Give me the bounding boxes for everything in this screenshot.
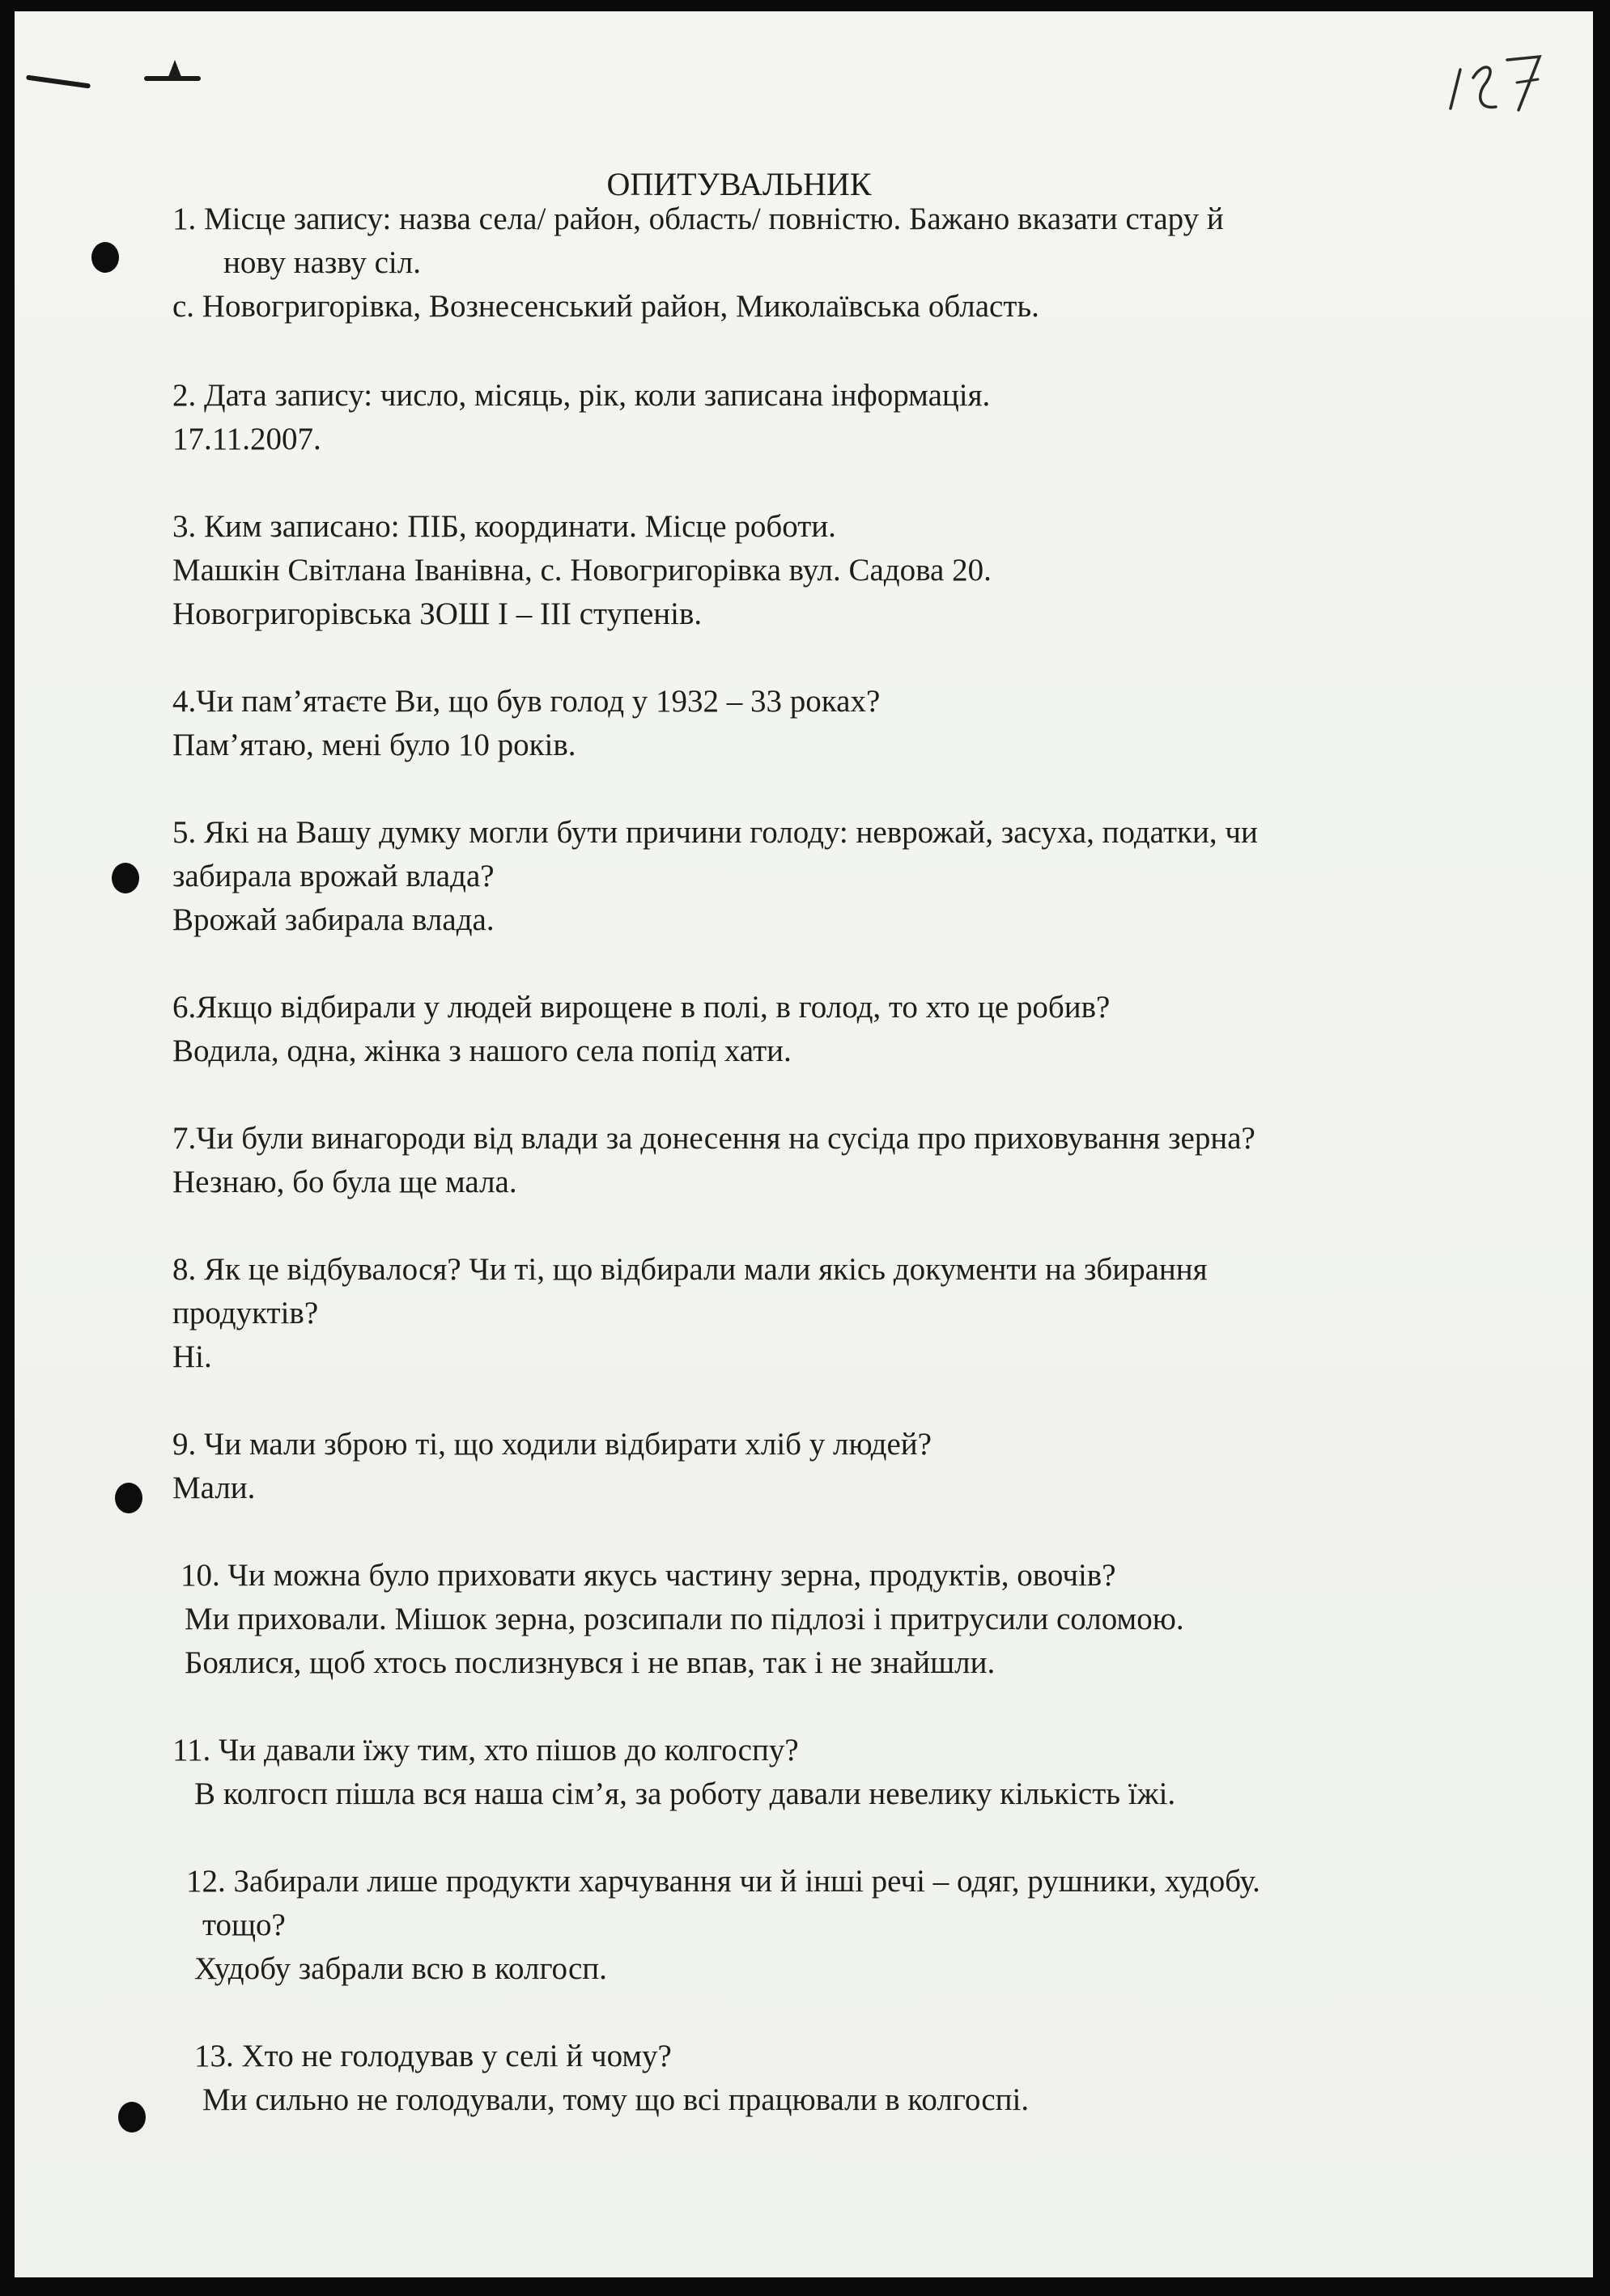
a3-line-2: Новогригорівська ЗОШ І – ІІІ ступенів. xyxy=(172,596,703,631)
a6-line: Водила, одна, жінка з нашого села попід хати. xyxy=(172,1033,792,1068)
q6-line: 6.Якщо відбирали у людей вирощене в полі, в голод, то хто це робив? xyxy=(172,990,1111,1025)
q8-line-2: продуктів? xyxy=(172,1296,319,1330)
q12-line-2: тощо? xyxy=(202,1908,286,1942)
a9-line: Мали. xyxy=(172,1471,256,1505)
document-title: ОПИТУВАЛЬНИК xyxy=(606,166,872,202)
a2-line: 17.11.2007. xyxy=(172,422,321,456)
q10-line: 10. Чи можна було приховати якусь частину зерна, продуктів, овочів? xyxy=(181,1558,1116,1593)
staple-mark-icon xyxy=(167,60,183,81)
handwritten-page-number xyxy=(1439,32,1569,129)
q3-line: 3. Ким записано: ПІБ, координати. Місце роботи. xyxy=(172,509,836,544)
a1-line: с. Новогригорівка, Вознесенський район, Миколаївська область. xyxy=(172,289,1039,324)
q8-line-1: 8. Як це відбувалося? Чи ті, що відбирали мали якісь документи на збирання xyxy=(172,1252,1208,1287)
q5-line-1: 5. Які на Вашу думку могли бути причини голоду: неврожай, засуха, податки, чи xyxy=(172,815,1258,850)
q5-line-2: забирала врожай влада? xyxy=(172,859,495,893)
punch-hole-2 xyxy=(112,863,139,893)
punch-hole-4 xyxy=(118,2102,146,2133)
a4-line: Пам’ятаю, мені було 10 років. xyxy=(172,728,576,762)
a7-line: Незнаю, бо була ще мала. xyxy=(172,1165,517,1199)
document-page xyxy=(15,11,1593,2277)
q9-line: 9. Чи мали зброю ті, що ходили відбирати хліб у людей? xyxy=(172,1427,932,1462)
a5-line: Врожай забирала влада. xyxy=(172,902,495,937)
q2-line: 2. Дата запису: число, місяць, рік, коли записана інформація. xyxy=(172,378,991,413)
a8-line: Ні. xyxy=(172,1339,212,1374)
q4-line: 4.Чи пам’ятаєте Ви, що був голод у 1932 – 33 роках? xyxy=(172,684,881,719)
a13-line: Ми сильно не голодували, тому що всі працювали в колгоспі. xyxy=(202,2082,1030,2117)
punch-hole-1 xyxy=(91,242,119,273)
a10-line-2: Боялися, щоб хтось послизнувся і не впав, так і не знайшли. xyxy=(185,1645,996,1680)
scratch-mark-left xyxy=(26,74,91,88)
q1-line-2: нову назву сіл. xyxy=(223,245,421,280)
q7-line: 7.Чи були винагороди від влади за донесення на сусіда про приховування зерна? xyxy=(172,1121,1255,1156)
q13-line: 13. Хто не голодував у селі й чому? xyxy=(194,2039,672,2073)
punch-hole-3 xyxy=(115,1483,142,1513)
a12-line: Худобу забрали всю в колгосп. xyxy=(194,1951,607,1986)
q11-line: 11. Чи давали їжу тим, хто пішов до колгоспу? xyxy=(172,1733,799,1768)
a3-line-1: Машкін Світлана Іванівна, с. Новогригорівка вул. Садова 20. xyxy=(172,553,992,588)
q12-line-1: 12. Забирали лише продукти харчування чи й інші речі – одяг, рушники, худобу. xyxy=(186,1864,1260,1899)
q1-line-1: 1. Місце запису: назва села/ район, область/ повністю. Бажано вказати стару й xyxy=(172,202,1224,236)
a11-line: В колгосп пішла вся наша сім’я, за роботу давали невелику кількість їжі. xyxy=(194,1776,1176,1811)
a10-line-1: Ми приховали. Мішок зерна, розсипали по підлозі і притрусили соломою. xyxy=(185,1602,1184,1636)
